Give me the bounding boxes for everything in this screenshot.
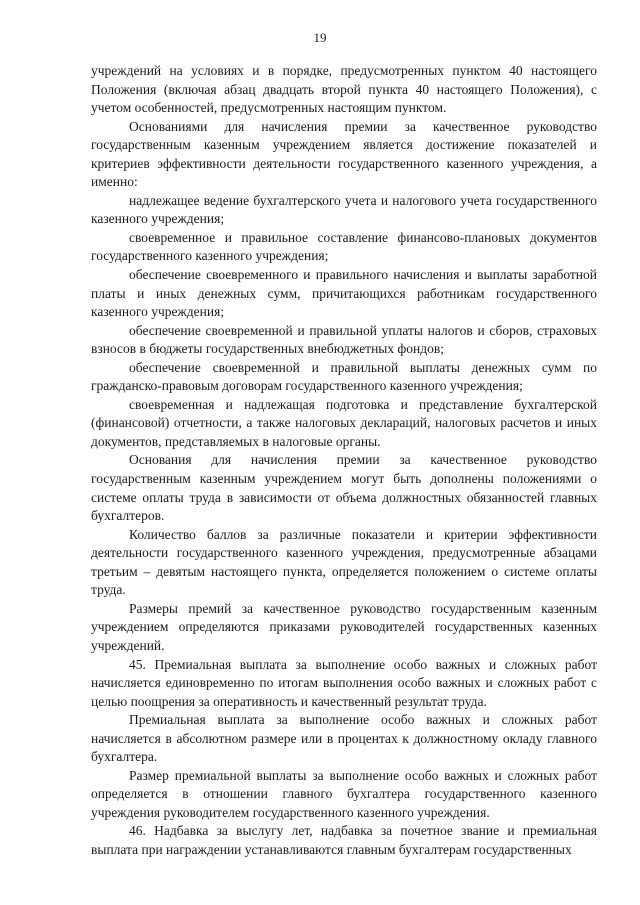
list-item-reporting: своевременная и надлежащая подготовка и представление бухгалтерской (финансовой) отчетности, а также налоговых деклараций, налоговых расчетов и иных документов, представляемых в налоговые органы. <box>91 396 597 449</box>
document-body <box>91 62 597 860</box>
list-item-salary-payment: обеспечение своевременного и правильного начисления и выплаты заработной платы и иных денежных сумм, причитающихся работникам государственного казенного учреждения; <box>91 267 597 320</box>
paragraph-grounds: Основаниями для начисления премии за качественное руководство государственным казенным учреждением является достижение показателей и критериев эффективности деятельности государственного казенного учреждения, а именно: <box>91 118 597 190</box>
list-item-accounting: надлежащее ведение бухгалтерского учета и налогового учета государственного казенного учреждения; <box>91 192 597 227</box>
list-item-financial-documents: своевременное и правильное составление финансово-плановых документов государственного казенного учреждения; <box>91 229 597 264</box>
paragraph-premium-determination: Размер премиальной выплаты за выполнение особо важных и сложных работ определяется в отношении главного бухгалтера государственного казенного учреждения руководителем государственного казенного учреждения. <box>91 767 597 820</box>
paragraph-continuation: учреждений на условиях и в порядке, предусмотренных пунктом 40 настоящего Положения (включая абзац двадцать второй пункта 40 настоящего Положения), с учетом особенностей, предусмотренных настоящим пунктом. <box>91 63 597 116</box>
paragraph-points: Количество баллов за различные показатели и критерии эффективности деятельности государственного казенного учреждения, предусмотренные абзацами третьим – девятым настоящего пункта, определяется положением о системе оплаты труда. <box>91 526 597 598</box>
paragraph-item-46: 46. Надбавка за выслугу лет, надбавка за почетное звание и премиальная выплата при награждении устанавливаются главным бухгалтерам государственных <box>91 823 597 857</box>
paragraph-item-45: 45. Премиальная выплата за выполнение особо важных и сложных работ начисляется единовременно по итогам выполнения особо важных и сложных работ с целью поощрения за оперативность и качественный результат труда. <box>91 656 597 709</box>
list-item-taxes: обеспечение своевременной и правильной уплаты налогов и сборов, страховых взносов в бюджеты государственных внебюджетных фондов; <box>91 322 597 357</box>
page-number: 19 <box>313 30 327 45</box>
paragraph-premium-calculation: Премиальная выплата за выполнение особо важных и сложных работ начисляется в абсолютном размере или в процентах к должностному окладу главного бухгалтера. <box>91 712 597 765</box>
list-item-civil-contracts: обеспечение своевременной и правильной выплаты денежных сумм по гражданско-правовым договорам государственного казенного учреждения; <box>91 359 597 394</box>
paragraph-premium-size: Размеры премий за качественное руководство государственным казенным учреждением определяются приказами руководителей государственных казенных учреждений. <box>91 600 597 653</box>
paragraph-supplement: Основания для начисления премии за качественное руководство государственным казенным учреждением могут быть дополнены положениями о системе оплаты труда в зависимости от объема должностных обязанностей главных бухгалтеров. <box>91 452 597 524</box>
